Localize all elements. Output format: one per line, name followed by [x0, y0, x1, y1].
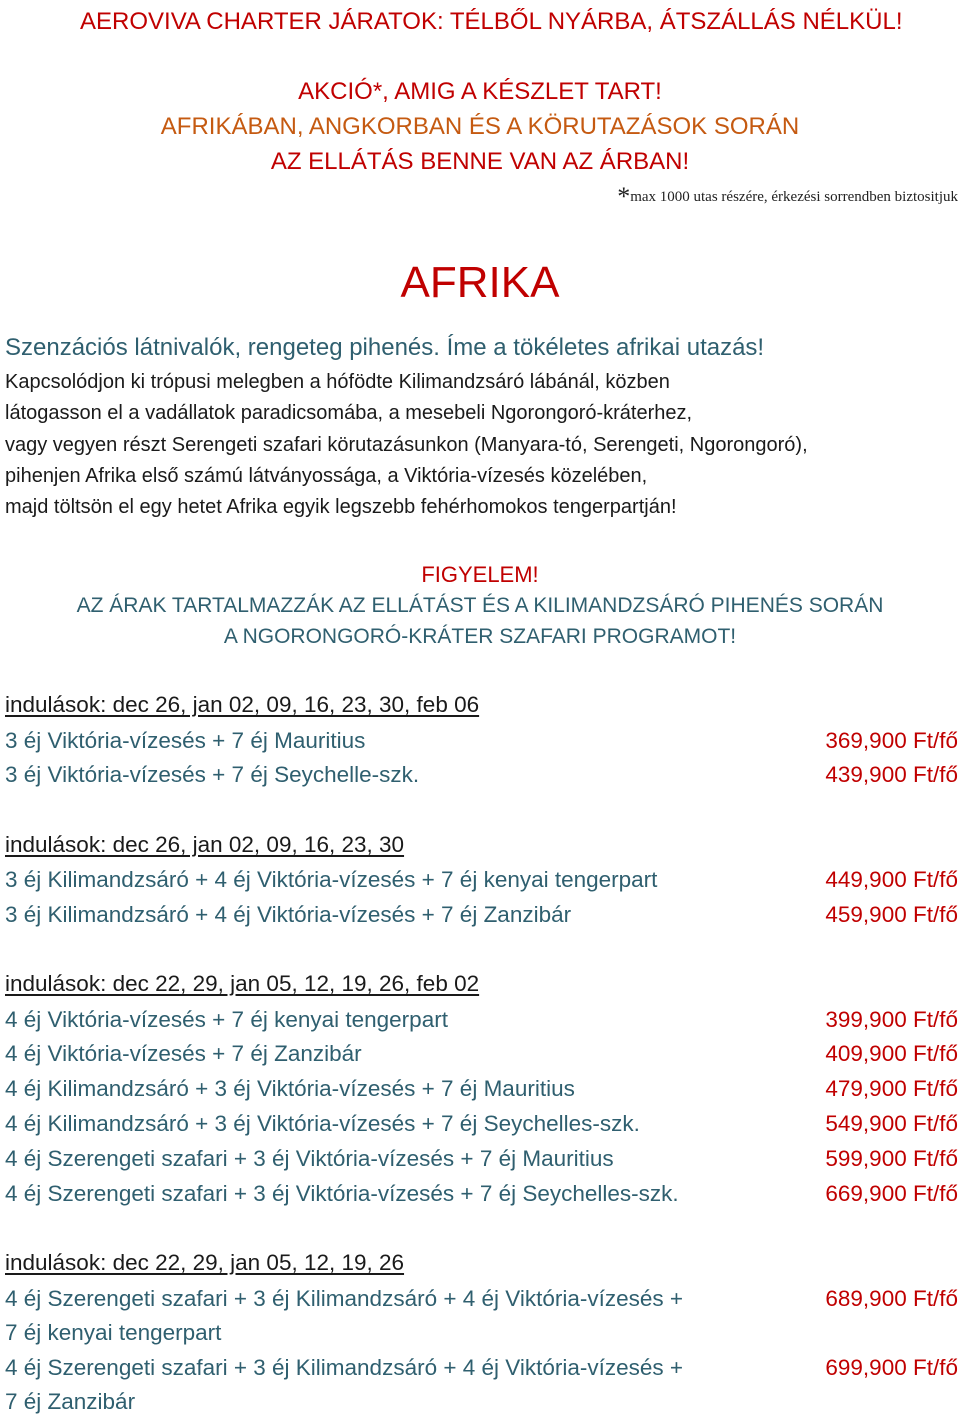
- footnote-text: max 1000 utas részére, érkezési sorrendben biztositjuk: [630, 189, 958, 205]
- departures-heading: indulások: dec 26, jan 02, 09, 16, 23, 30: [5, 832, 405, 857]
- promo-footnote: [617, 182, 958, 212]
- trip-name: 3 éj Viktória-vízesés + 7 éj Seychelle-szk.: [5, 762, 420, 787]
- trip-price: 369,900 Ft/fő: [825, 728, 958, 753]
- trip-name: 4 éj Kilimandzsáró + 3 éj Viktória-vízesés + 7 éj Seychelles-szk.: [5, 1111, 640, 1136]
- trip-name: 4 éj Szerengeti szafari + 3 éj Viktória-vízesés + 7 éj Seychelles-szk.: [5, 1181, 679, 1206]
- trip-price: 449,900 Ft/fő: [825, 867, 958, 892]
- trip-price: 409,900 Ft/fő: [825, 1041, 958, 1066]
- promo-line-2: AFRIKÁBAN, ANGKORBAN ÉS A KÖRUTAZÁSOK SORÁN: [160, 113, 800, 140]
- trip-name: 4 éj Szerengeti szafari + 3 éj Viktória-vízesés + 7 éj Mauritius: [5, 1146, 614, 1171]
- trip-price: 479,900 Ft/fő: [825, 1076, 958, 1101]
- warning-line-2: A NGORONGORÓ-KRÁTER SZAFARI PROGRAMOT!: [223, 625, 737, 648]
- intro-line: látogasson el a vadállatok paradicsomába, a mesebeli Ngorongoró-kráterhez,: [5, 402, 693, 424]
- region-title: AFRIKA: [400, 258, 560, 307]
- trip-price: 699,900 Ft/fő: [825, 1355, 958, 1380]
- departures-heading: indulások: dec 22, 29, jan 05, 12, 19, 26: [5, 1250, 405, 1275]
- trip-name: 4 éj Viktória-vízesés + 7 éj Zanzibár: [5, 1041, 362, 1066]
- warning-title: FIGYELEM!: [421, 562, 539, 587]
- intro-line: vagy vegyen részt Serengeti szafari körutazásunkon (Manyara-tó, Serengeti, Ngorongoró),: [5, 434, 808, 456]
- trip-name: 3 éj Kilimandzsáró + 4 éj Viktória-vízesés + 7 éj Zanzibár: [5, 902, 572, 927]
- trip-name: 3 éj Viktória-vízesés + 7 éj Mauritius: [5, 728, 366, 753]
- intro-tagline: Szenzációs látnivalók, rengeteg pihenés. Íme a tökéletes afrikai utazás!: [5, 334, 765, 361]
- trip-price: 399,900 Ft/fő: [825, 1007, 958, 1032]
- trip-name-line-1: 4 éj Szerengeti szafari + 3 éj Kilimandzsáró + 4 éj Viktória-vízesés +: [5, 1355, 684, 1380]
- trip-price: 549,900 Ft/fő: [825, 1111, 958, 1136]
- footnote-star: *: [617, 182, 631, 211]
- trip-name: 3 éj Kilimandzsáró + 4 éj Viktória-vízesés + 7 éj kenyai tengerpart: [5, 867, 658, 892]
- intro-line: majd töltsön el egy hetet Afrika egyik legszebb fehérhomokos tengerpartján!: [5, 496, 677, 518]
- trip-price: 599,900 Ft/fő: [825, 1146, 958, 1171]
- trip-price: 439,900 Ft/fő: [825, 762, 958, 787]
- departures-heading: indulások: dec 22, 29, jan 05, 12, 19, 26, feb 02: [5, 971, 480, 996]
- trip-price: 669,900 Ft/fő: [825, 1181, 958, 1206]
- trip-name-line-2: 7 éj kenyai tengerpart: [5, 1320, 222, 1345]
- trip-name: 4 éj Kilimandzsáró + 3 éj Viktória-vízesés + 7 éj Mauritius: [5, 1076, 575, 1101]
- intro-line: pihenjen Afrika első számú látványossága, a Viktória-vízesés közelében,: [5, 465, 648, 487]
- intro-line: Kapcsolódjon ki trópusi melegben a hófödte Kilimandzsáró lábánál, közben: [5, 371, 670, 393]
- trip-price: 459,900 Ft/fő: [825, 902, 958, 927]
- promo-line-1: AKCIÓ*, AMIG A KÉSZLET TART!: [298, 78, 662, 105]
- trip-price: 689,900 Ft/fő: [825, 1286, 958, 1311]
- departures-heading: indulások: dec 26, jan 02, 09, 16, 23, 30, feb 06: [5, 692, 480, 717]
- headline: AEROVIVA CHARTER JÁRATOK: TÉLBŐL NYÁRBA, ÁTSZÁLLÁS NÉLKÜL!: [80, 8, 903, 35]
- trip-name-line-2: 7 éj Zanzibár: [5, 1389, 136, 1414]
- trip-name-line-1: 4 éj Szerengeti szafari + 3 éj Kilimandzsáró + 4 éj Viktória-vízesés +: [5, 1286, 684, 1311]
- trip-name: 4 éj Viktória-vízesés + 7 éj kenyai tengerpart: [5, 1007, 448, 1032]
- promo-line-3: AZ ELLÁTÁS BENNE VAN AZ ÁRBAN!: [270, 148, 690, 175]
- warning-line-1: AZ ÁRAK TARTALMAZZÁK AZ ELLÁTÁST ÉS A KILIMANDZSÁRÓ PIHENÉS SORÁN: [76, 594, 884, 617]
